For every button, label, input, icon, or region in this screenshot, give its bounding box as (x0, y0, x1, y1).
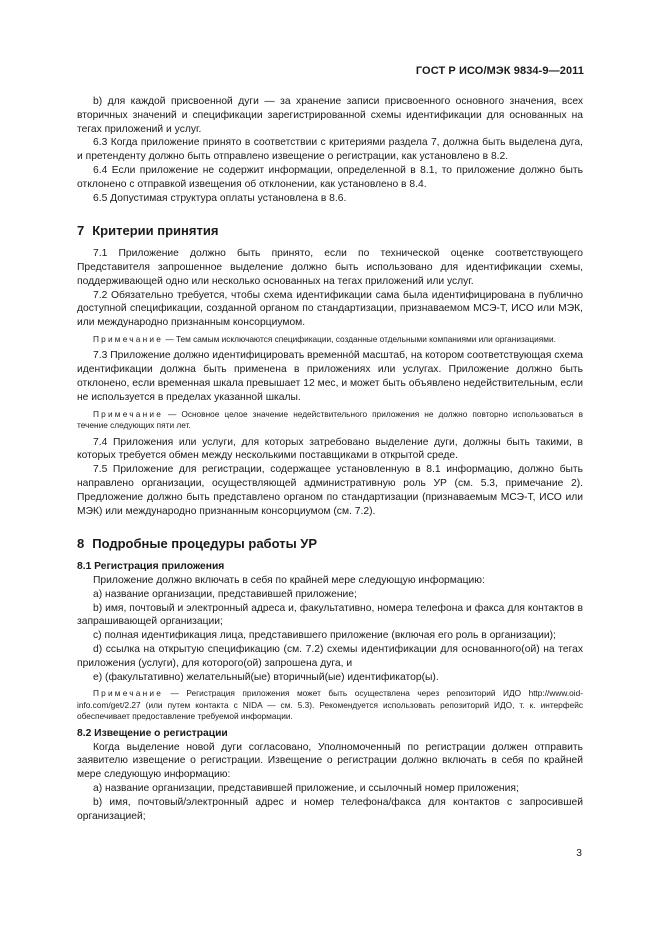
section-title: Критерии принятия (92, 223, 219, 239)
list-item-a: a) название организации, представившей приложение, и ссылочный номер приложения; (93, 783, 519, 795)
list-item-a: a) название организации, представившей приложение; (93, 588, 357, 600)
paragraph-7-3: 7.3 Приложение должно идентифицировать временнóй масштаб, на котором соответствующая схема идентификации должна быть применена в приложениях или услугах. Приложение должно быть отклонено, если временная шкала превышает 12 мес, и может быть объявлено недействительным, если не используется в пределах указанной шкалы. (77, 350, 583, 403)
list-item-c: c) полная идентификация лица, представившего приложение (включая его роль в организации); (93, 630, 556, 642)
paragraph-7-1: 7.1 Приложение должно быть принято, если по технической оценке соответствующего Представителя запрошенное выделение должно быть использовано для идентификации схемы, поддерживающей одно или несколько основанных на тегах приложений или услуг. (77, 248, 583, 287)
note-label: Примечание (93, 688, 164, 699)
paragraph-7-4: 7.4 Приложения или услуги, для которых затребовано выделение дуги, должны быть такими, в которых требуется обмен между несколькими поставщиками в открытой среде. (77, 436, 583, 462)
page-content (77, 95, 583, 823)
paragraph-6-5: 6.5 Допустимая структура оплаты установлена в 8.6. (93, 192, 347, 204)
note-label: Примечание (93, 408, 164, 419)
subsection-8-2-intro: Когда выделение новой дуги согласовано, Уполномоченный по регистрации должен отправить заявителю извещение о регистрации. Извещение о регистрации должно включать в себя по крайней мере следующую информацию: (77, 741, 583, 781)
subsection-8-1-intro: Приложение должно включать в себя по крайней мере следующую информацию: (93, 575, 485, 587)
section-8-heading (77, 537, 583, 551)
note-3 (77, 688, 583, 723)
note-text: — Основное целое значение недействительного приложения не должно повторно использоваться в течение следующих пяти лет. (77, 408, 583, 431)
section-number: 7 (77, 223, 85, 239)
note-text: — Регистрация приложения может быть осуществлена через репозиторий ИДО http://www.oid-info.com/get/2.27 (или путем контакта с NIDA — см. 5.3). Рекомендуется использовать репозиторий ИДО, т. к. интерфейс обеспечивает предоставление требуемой информации. (77, 688, 583, 722)
section-title: Подробные процедуры работы УР (92, 536, 318, 552)
page-number: 3 (576, 848, 582, 859)
paragraph-6-3: 6.3 Когда приложение принято в соответствии с критериями раздела 7, должна быть выделена дуга, и претенденту должно быть отправлено извещение о регистрации, как установлено в 8.2. (77, 137, 583, 163)
list-item-b: b) имя, почтовый и электронный адреса и, факультативно, номера телефона и факса для контактов в запрашивающей организации; (77, 602, 583, 628)
list-item-b: b) имя, почтовый/электронный адрес и номер телефона/факса для контактов с запросившей организацией; (77, 796, 583, 822)
paragraph-b: b) для каждой присвоенной дуги — за хранение записи присвоенного основного значения, всех вторичных значений и спецификации зарегистрированной схемы идентификации для основанных на тегах приложений и услуг. (77, 96, 583, 135)
list-item-d: d) ссылка на открытую спецификацию (см. 7.2) схемы идентификации для основанного(ой) на тегах приложения (услуги), для которого(ой) запрошена дуга, и (77, 644, 583, 669)
paragraph-7-2: 7.2 Обязательно требуется, чтобы схема идентификации сама была идентифицирована в публично доступной спецификации, созданной органом по стандартизации, признаваемом МСЭ-Т, ИСО или МЭК, или международно признанным консорциумом. (77, 289, 583, 329)
note-label: Примечание (93, 333, 164, 344)
note-text: — Тем самым исключаются спецификации, созданные отдельными компаниями или организациями. (163, 333, 556, 344)
paragraph-7-5: 7.5 Приложение для регистрации, содержащее установленную в 8.1 информацию, должно быть направлено организации, осуществляющей административную роль УР (см. 5.3, примечание 2). Предложение должно быть представлено органом по стандартизации (признаваемым МСЭ-Т, ИСО или МЭК) или международно признанным консорциумом (см. 7.2). (77, 464, 583, 517)
subsection-8-1-title: 8.1 Регистрация приложения (77, 561, 225, 573)
section-7-heading (77, 224, 583, 238)
document-header: ГОСТ Р ИСО/МЭК 9834-9—2011 (415, 65, 584, 77)
section-number: 8 (77, 536, 85, 552)
note-1 (77, 334, 583, 346)
list-item-e: e) (факультативно) желательный(ые) вторичный(ые) идентификатор(ы). (93, 671, 439, 683)
paragraph-6-4: 6.4 Если приложение не содержит информации, определенной в 8.1, то приложение должно быть отклонено с отправкой извещения об отклонении, как установлено в 8.4. (77, 164, 583, 190)
subsection-8-2-title: 8.2 Извещение о регистрации (77, 727, 228, 739)
note-2 (77, 409, 583, 432)
